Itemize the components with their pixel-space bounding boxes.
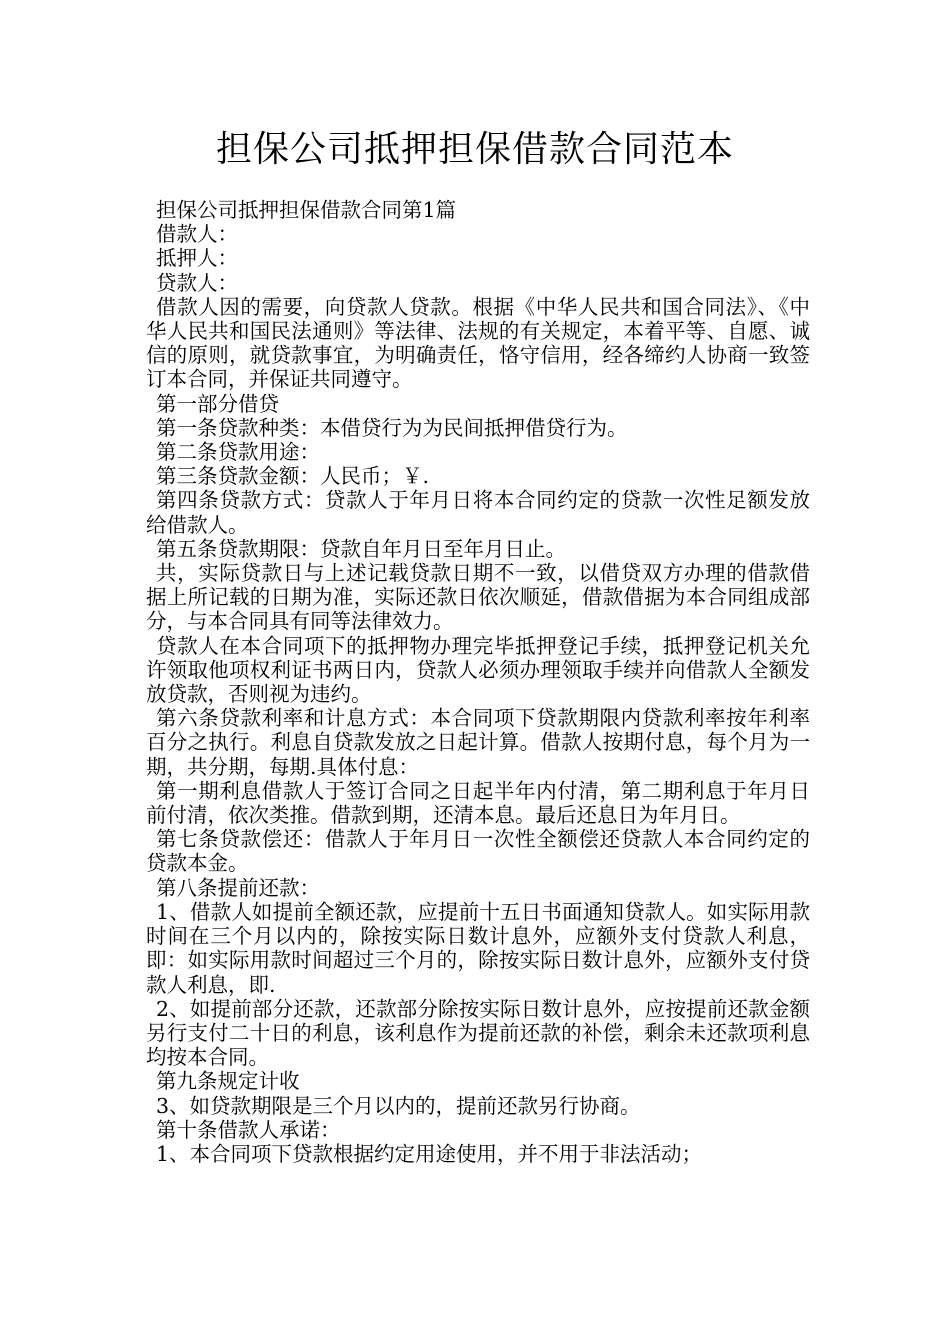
- document-title: 担保公司抵押担保借款合同范本: [215, 129, 734, 170]
- paragraph: 第一条贷款种类：本借贷行为为民间抵押借贷行为。: [156, 415, 628, 440]
- paragraph: 借款人：: [156, 222, 238, 247]
- paragraph: 第三条贷款金额：人民币；￥.: [156, 464, 430, 489]
- paragraph: 2、如提前部分还款，还款部分除按实际日数计息外，应按提前还款金额另行支付二十日的利息，该利息作为提前还款的补偿，剩余未还款项利息均按本合同。: [146, 996, 810, 1070]
- paragraph: 第一部分借贷: [156, 391, 279, 416]
- paragraph: 担保公司抵押担保借款合同第1篇: [156, 198, 457, 222]
- paragraph: 第八条提前还款：: [156, 875, 320, 900]
- paragraph: 第十条借款人承诺：: [156, 1117, 341, 1142]
- paragraph: 第九条规定计收: [156, 1069, 300, 1094]
- paragraph: 第五条贷款期限：贷款自年月日至年月日止。: [156, 536, 566, 561]
- paragraph: 第六条贷款利率和计息方式：本合同项下贷款期限内贷款利率按年利率百分之执行。利息自贷款发放之日起计算。借款人按期付息，每个月为一期，共分期，每期.具体付息：: [146, 706, 810, 779]
- paragraph: 借款人因的需要，向贷款人贷款。根据《中华人民共和国合同法》、《中华人民共和国民法通则》等法律、法规的有关规定，本着平等、自愿、诚信的原则，就贷款事宜，为明确责任，恪守信用，经各缔约人协商一致签订本合同，并保证共同遵守。: [146, 294, 810, 392]
- paragraph: 贷款人：: [156, 270, 238, 295]
- paragraph: 3、如贷款期限是三个月以内的，提前还款另行协商。: [156, 1093, 641, 1118]
- paragraph: 第二条贷款用途：: [156, 440, 320, 465]
- paragraph: 1、本合同项下贷款根据约定用途使用，并不用于非法活动；: [156, 1141, 703, 1166]
- paragraph: 第七条贷款偿还：借款人于年月日一次性全额偿还贷款人本合同约定的贷款本金。: [146, 827, 810, 876]
- paragraph: 1、借款人如提前全额还款，应提前十五日书面通知贷款人。如实际用款时间在三个月以内的，除按实际日数计息外，应额外支付贷款人利息，即：如实际用款时间超过三个月的，除按实际日数计息外，应额外支付贷款人利息，即.: [146, 899, 810, 997]
- document-body: [146, 198, 810, 1166]
- paragraph: 第一期利息借款人于签订合同之日起半年内付清，第二期利息于年月日前付清，依次类推。借款到期，还清本息。最后还息日为年月日。: [146, 778, 810, 828]
- paragraph: 贷款人在本合同项下的抵押物办理完毕抵押登记手续，抵押登记机关允许领取他项权利证书两日内，贷款人必须办理领取手续并向借款人全额发放贷款，否则视为违约。: [146, 633, 810, 707]
- paragraph: 抵押人：: [156, 246, 238, 271]
- paragraph: 第四条贷款方式：贷款人于年月日将本合同约定的贷款一次性足额发放给借款人。: [146, 488, 810, 537]
- paragraph: 共，实际贷款日与上述记载贷款日期不一致，以借贷双方办理的借款借据上所记载的日期为准，实际还款日依次顺延，借款借据为本合同组成部分，与本合同具有同等法律效力。: [146, 561, 810, 634]
